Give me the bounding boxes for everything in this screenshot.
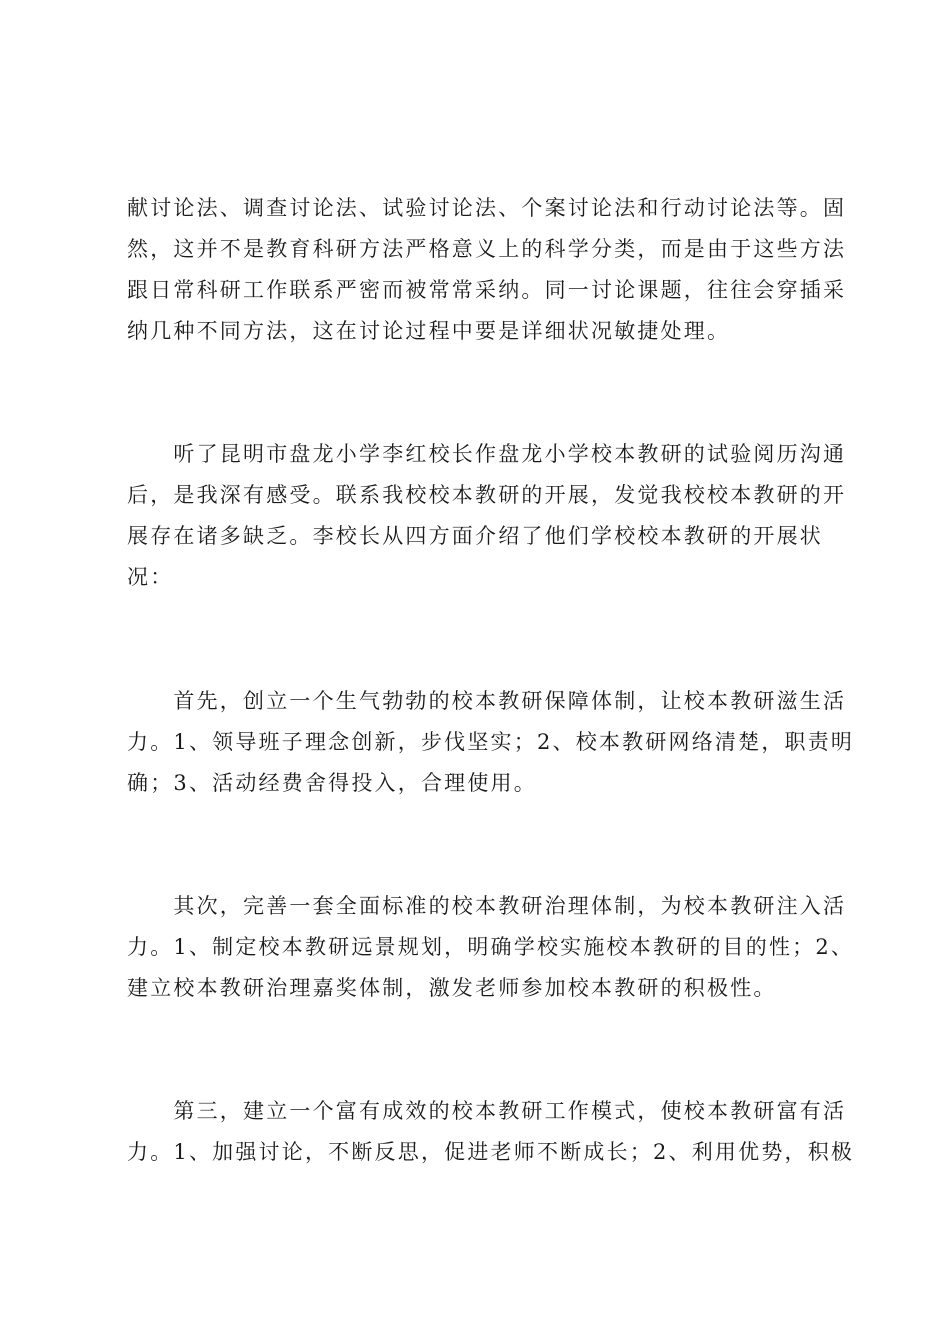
paragraph-second-point [127, 886, 855, 1009]
text-line: 后，是我深有感受。联系我校校本教研的开展，发觉我校校本教研的开 [127, 483, 847, 507]
text-line: 第三，建立一个富有成效的校本教研工作模式，使校本教研富有活 [127, 1099, 847, 1123]
text-line: 其次，完善一套全面标准的校本教研治理体制，为校本教研注入活 [127, 894, 847, 918]
text-line: 建立校本教研治理嘉奖体制，激发老师参加校本教研的积极性。 [127, 976, 777, 1000]
paragraph-principal-report [127, 434, 847, 598]
text-line: 首先，创立一个生气勃勃的校本教研保障体制，让校本教研滋生活 [127, 689, 847, 713]
paragraph-research-methods [127, 188, 847, 352]
text-line: 展存在诸多缺乏。李校长从四方面介绍了他们学校校本教研的开展状 [127, 524, 823, 548]
text-line: 况： [127, 565, 174, 589]
paragraph-first-point [127, 681, 855, 804]
text-line: 然，这并不是教育科研方法严格意义上的科学分类，而是由于这些方法 [127, 237, 847, 261]
text-line: 力。1、领导班子理念创新，步伐坚实；2、校本教研网络清楚，职责明 [127, 730, 855, 754]
paragraph-third-point [127, 1091, 855, 1173]
text-line: 纳几种不同方法，这在讨论过程中要是详细状况敏捷处理。 [127, 319, 731, 343]
text-line: 力。1、加强讨论，不断反思，促进老师不断成长；2、利用优势，积极 [127, 1140, 855, 1164]
text-line: 确；3、活动经费舍得投入，合理使用。 [127, 771, 537, 795]
text-line: 献讨论法、调查讨论法、试验讨论法、个案讨论法和行动讨论法等。固 [127, 196, 847, 220]
text-line: 跟日常科研工作联系严密而被常常采纳。同一讨论课题，往往会穿插采 [127, 278, 847, 302]
text-line: 力。1、制定校本教研远景规划，明确学校实施校本教研的目的性；2、 [127, 935, 855, 959]
text-line: 听了昆明市盘龙小学李红校长作盘龙小学校本教研的试验阅历沟通 [127, 442, 847, 466]
